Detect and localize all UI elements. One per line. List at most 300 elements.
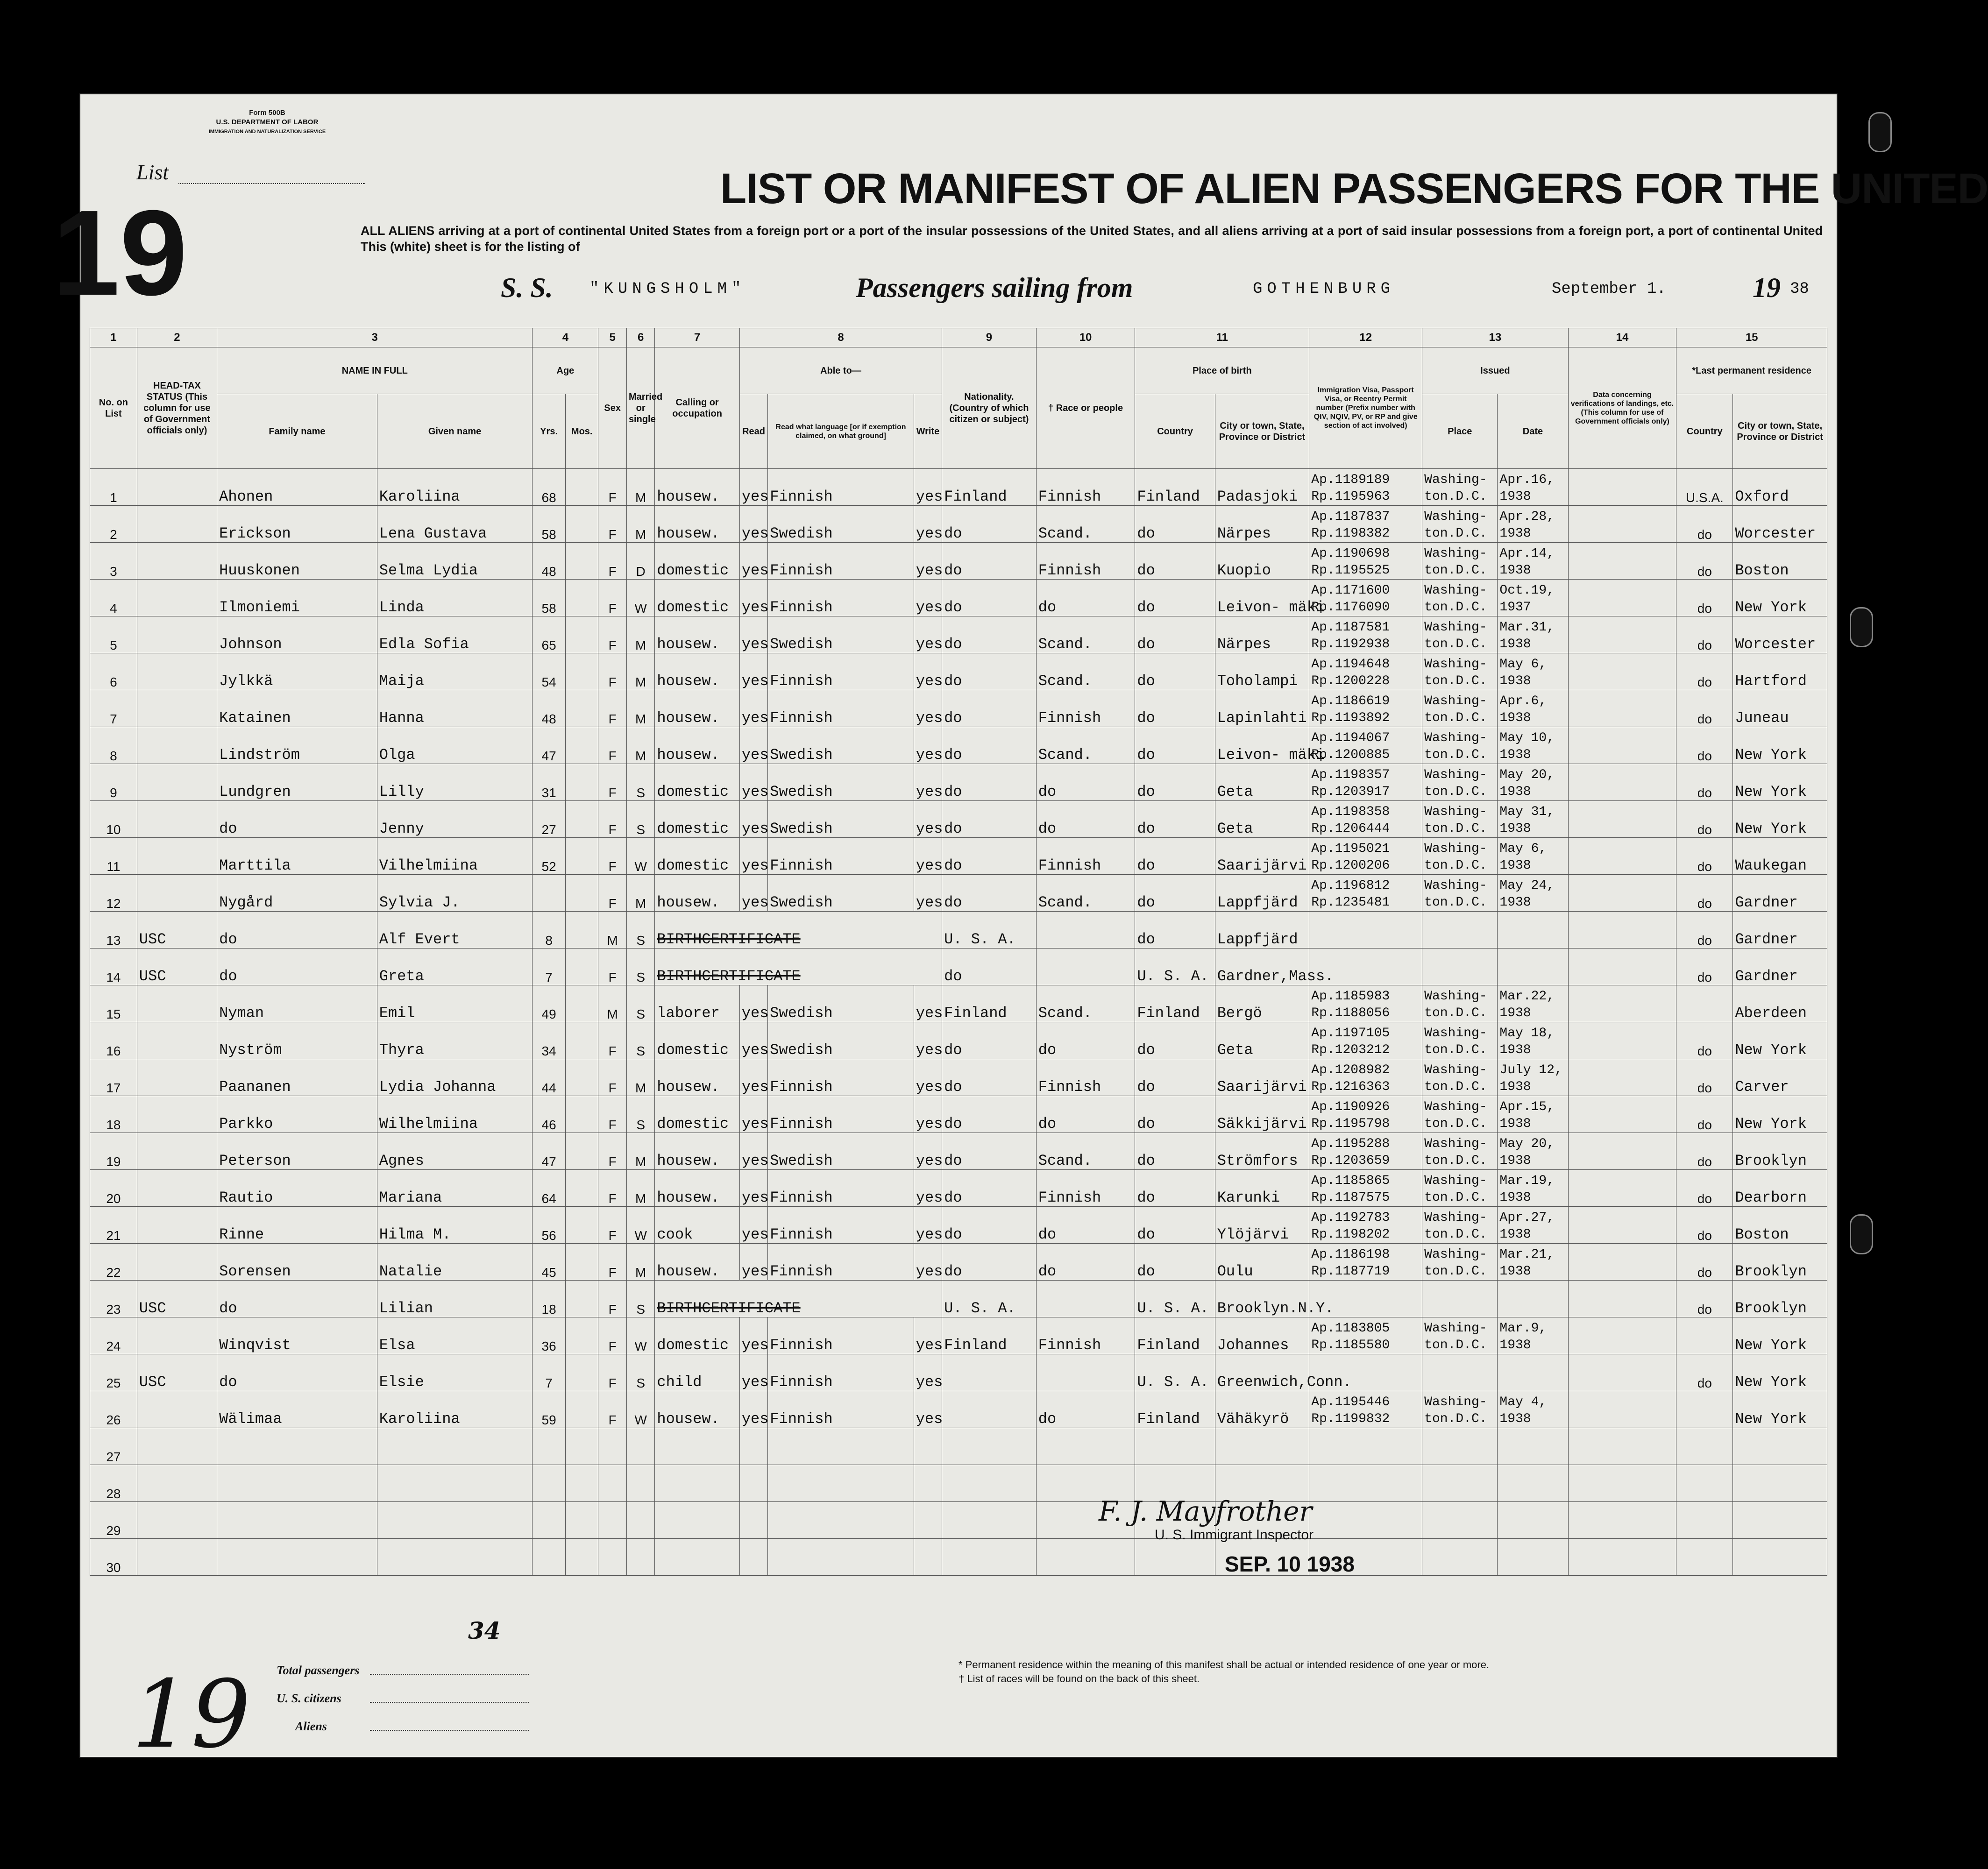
verification-cell	[1568, 506, 1676, 543]
residence-city-cell: New York	[1733, 764, 1827, 801]
write-cell: yes	[914, 875, 942, 912]
manifest-table	[90, 328, 1827, 1576]
nationality-cell	[942, 1428, 1037, 1465]
page-subtitle: ALL ALIENS arriving at a port of continental United States from a foreign port or a port of the insular possessions of the United States, and all aliens arriving at a port of said insular possessions from a foreign port, a port of continental United This (white) sheet is for the listing of	[361, 224, 1823, 254]
head-tax-cell	[137, 764, 217, 801]
visa-cell-line: Ap.1183805	[1311, 1321, 1390, 1336]
column-number-row	[90, 328, 1827, 347]
nationality-cell	[942, 1391, 1037, 1428]
family-name-cell: Sorensen	[217, 1244, 377, 1281]
race-cell: Finnish	[1036, 690, 1135, 727]
issued-date-cell	[1498, 1391, 1568, 1428]
issued-date-cell-line: May 20,	[1499, 768, 1555, 782]
head-tax-header: HEAD-TAX STATUS (This column for use of Government officials only)	[137, 347, 217, 469]
table-row	[90, 949, 1827, 985]
given-name-cell: Greta	[377, 949, 532, 985]
table-row	[90, 1428, 1827, 1465]
nationality-cell: U. S. A.	[942, 1281, 1037, 1317]
age-years-cell: 18	[532, 1281, 566, 1317]
write-cell: yes	[914, 1354, 942, 1391]
verification-cell	[1568, 949, 1676, 985]
visa-cell	[1309, 653, 1422, 690]
age-months-cell	[565, 1465, 598, 1502]
visa-cell-line: Rp.1200206	[1311, 858, 1390, 873]
visa-cell-line: Rp.1188056	[1311, 1006, 1390, 1020]
nationality-header: Nationality. (Country of which citizen or subject)	[942, 347, 1037, 469]
issued-place-cell	[1422, 875, 1498, 912]
age-months-cell	[565, 1244, 598, 1281]
table-row	[90, 1022, 1827, 1059]
birth-country-cell: do	[1135, 838, 1215, 875]
verification-cell	[1568, 1428, 1676, 1465]
nationality-cell: do	[942, 1170, 1037, 1207]
race-cell: Finnish	[1036, 469, 1135, 506]
issued-date-cell	[1498, 690, 1568, 727]
colnum: 15	[1676, 328, 1827, 347]
birth-city-cell: Säkkijärvi	[1215, 1096, 1309, 1133]
visa-cell-line: Rp.1195798	[1311, 1117, 1390, 1131]
visa-cell-line: Ap.1195446	[1311, 1395, 1390, 1409]
visa-cell-line: Rp.1206444	[1311, 821, 1390, 836]
age-months-cell	[565, 1207, 598, 1244]
issued-date-cell-line: 1938	[1499, 1043, 1531, 1057]
nationality-cell: do	[942, 580, 1037, 616]
visa-cell	[1309, 727, 1422, 764]
issued-date-cell-line: May 6,	[1499, 657, 1547, 672]
residence-country-cell: do	[1676, 764, 1733, 801]
family-name-cell: Paananen	[217, 1059, 377, 1096]
issued-place-cell	[1422, 1465, 1498, 1502]
visa-cell	[1309, 690, 1422, 727]
issued-place-cell-line: Washing-	[1424, 1026, 1487, 1041]
verification-cell	[1568, 616, 1676, 653]
language-cell: Swedish	[768, 616, 914, 653]
age-years-cell	[532, 875, 566, 912]
issued-place-cell-line: ton.D.C.	[1424, 1043, 1487, 1057]
verification-cell	[1568, 1317, 1676, 1354]
issued-place-cell	[1422, 1022, 1498, 1059]
residence-city-cell: New York	[1733, 1022, 1827, 1059]
colnum: 13	[1422, 328, 1568, 347]
age-months-cell	[565, 616, 598, 653]
sailing-date: September 1.	[1552, 280, 1666, 298]
visa-cell-line: Rp.1195963	[1311, 489, 1390, 504]
issued-date-cell	[1498, 1317, 1568, 1354]
verification-cell	[1568, 1170, 1676, 1207]
colnum: 4	[532, 328, 598, 347]
head-tax-cell	[137, 727, 217, 764]
head-tax-cell	[137, 1059, 217, 1096]
write-cell: yes	[914, 1244, 942, 1281]
issued-date-cell-line: May 18,	[1499, 1026, 1555, 1041]
residence-country-cell: do	[1676, 1096, 1733, 1133]
table-row	[90, 690, 1827, 727]
verification-cell	[1568, 1244, 1676, 1281]
issued-place-cell-line: ton.D.C.	[1424, 563, 1487, 578]
visa-cell	[1309, 1022, 1422, 1059]
issued-date-cell-line: Mar.22,	[1499, 989, 1555, 1004]
nationality-cell	[942, 1354, 1037, 1391]
language-cell: Swedish	[768, 985, 914, 1022]
visa-cell	[1309, 506, 1422, 543]
service-name: IMMIGRATION AND NATURALIZATION SERVICE	[208, 129, 326, 135]
residence-country-cell: do	[1676, 690, 1733, 727]
age-months-cell	[565, 764, 598, 801]
row-number: 2	[90, 506, 137, 543]
date-stamp: SEP. 10 1938	[1225, 1552, 1355, 1576]
given-name-cell: Sylvia J.	[377, 875, 532, 912]
race-cell	[1036, 1354, 1135, 1391]
table-row	[90, 727, 1827, 764]
nationality-cell: do	[942, 543, 1037, 580]
issued-date-cell-line: 1938	[1499, 1080, 1531, 1094]
family-name-cell	[217, 1428, 377, 1465]
read-header: Read	[739, 394, 767, 469]
age-years-cell	[532, 1502, 566, 1539]
language-cell: Swedish	[768, 506, 914, 543]
write-cell: yes	[914, 838, 942, 875]
residence-city-cell: Boston	[1733, 1207, 1827, 1244]
issued-place-cell-line: Washing-	[1424, 1174, 1487, 1188]
calling-cell: housew.	[655, 653, 739, 690]
family-name-cell: Peterson	[217, 1133, 377, 1170]
family-name-cell: Marttila	[217, 838, 377, 875]
marital-cell: W	[626, 580, 654, 616]
calling-cell: domestic	[655, 764, 739, 801]
marital-cell: M	[626, 506, 654, 543]
inspector-title: U. S. Immigrant Inspector	[1155, 1527, 1314, 1543]
race-cell: Scand.	[1036, 985, 1135, 1022]
age-months-cell	[565, 801, 598, 838]
header-group-row	[90, 347, 1827, 394]
row-number: 26	[90, 1391, 137, 1428]
birth-country-cell: U. S. A.	[1135, 949, 1215, 985]
issued-place-cell-line: Washing-	[1424, 473, 1487, 487]
write-cell: yes	[914, 1207, 942, 1244]
row-number: 12	[90, 875, 137, 912]
age-years-cell: 31	[532, 764, 566, 801]
visa-cell	[1309, 469, 1422, 506]
verification-cell	[1568, 1539, 1676, 1576]
visa-cell	[1309, 543, 1422, 580]
issued-place-cell	[1422, 653, 1498, 690]
read-cell: yes	[739, 543, 767, 580]
form-number: Form 500B	[249, 109, 285, 117]
sex-header: Sex	[598, 347, 626, 469]
able-to-header: Able to—	[739, 347, 942, 394]
nationality-cell: do	[942, 1244, 1037, 1281]
colnum: 2	[137, 328, 217, 347]
sex-cell: F	[598, 580, 626, 616]
residence-country-cell: do	[1676, 506, 1733, 543]
language-cell: Swedish	[768, 727, 914, 764]
residence-country-cell: do	[1676, 727, 1733, 764]
issued-date-cell-line: Mar.19,	[1499, 1174, 1555, 1188]
marital-cell: S	[626, 1096, 654, 1133]
visa-cell-line: Rp.1176090	[1311, 600, 1390, 615]
marital-cell: W	[626, 1207, 654, 1244]
marital-cell: M	[626, 690, 654, 727]
row-number: 9	[90, 764, 137, 801]
visa-cell-line: Ap.1187581	[1311, 620, 1390, 635]
given-name-cell: Elsie	[377, 1354, 532, 1391]
read-cell: yes	[739, 1244, 767, 1281]
read-cell: yes	[739, 1170, 767, 1207]
age-months-cell	[565, 469, 598, 506]
calling-cell: BIRTHCERTIFICATE	[655, 949, 942, 985]
issued-date-cell-line: 1938	[1499, 1264, 1531, 1279]
marital-cell: S	[626, 912, 654, 949]
issued-place-cell-line: Washing-	[1424, 731, 1487, 745]
issued-place-cell-line: ton.D.C.	[1424, 821, 1487, 836]
issued-date-cell-line: 1938	[1499, 785, 1531, 799]
verification-cell	[1568, 764, 1676, 801]
row-number: 21	[90, 1207, 137, 1244]
visa-cell-line: Ap.1189189	[1311, 473, 1390, 487]
issued-place-cell-line: ton.D.C.	[1424, 600, 1487, 615]
verification-cell	[1568, 469, 1676, 506]
calling-cell: domestic	[655, 801, 739, 838]
given-name-cell: Lilly	[377, 764, 532, 801]
table-row	[90, 985, 1827, 1022]
age-years-cell: 58	[532, 506, 566, 543]
issued-date-cell	[1498, 912, 1568, 949]
row-number: 20	[90, 1170, 137, 1207]
manifest-sheet	[52, 93, 1988, 1769]
issued-date-cell-line: 1938	[1499, 526, 1531, 541]
visa-cell	[1309, 580, 1422, 616]
sex-cell	[598, 1465, 626, 1502]
age-months-cell	[565, 1059, 598, 1096]
issued-place-cell-line: ton.D.C.	[1424, 1154, 1487, 1168]
marital-cell	[626, 1502, 654, 1539]
residence-city-cell: Worcester	[1733, 506, 1827, 543]
issued-date-cell	[1498, 653, 1568, 690]
table-row	[90, 912, 1827, 949]
no-on-list-header: No. on List	[90, 347, 137, 469]
visa-cell-line: Ap.1208982	[1311, 1063, 1390, 1077]
birth-city-cell: Leivon- mäki	[1215, 580, 1309, 616]
issued-date-cell-line: 1938	[1499, 1227, 1531, 1242]
age-months-cell	[565, 1317, 598, 1354]
issued-date-cell	[1498, 543, 1568, 580]
write-cell: yes	[914, 1133, 942, 1170]
colnum: 3	[217, 328, 532, 347]
visa-cell-line: Ap.1187837	[1311, 510, 1390, 524]
issued-date-cell	[1498, 838, 1568, 875]
residence-city-cell: New York	[1733, 580, 1827, 616]
sex-cell: F	[598, 1133, 626, 1170]
colnum: 5	[598, 328, 626, 347]
race-cell: Scand.	[1036, 727, 1135, 764]
residence-country-cell: do	[1676, 1022, 1733, 1059]
table-row	[90, 616, 1827, 653]
table-row	[90, 838, 1827, 875]
issued-date-cell-line: 1938	[1499, 858, 1531, 873]
race-header: † Race or people	[1036, 347, 1135, 469]
read-cell	[739, 1539, 767, 1576]
issued-date-cell	[1498, 1059, 1568, 1096]
calling-cell: domestic	[655, 580, 739, 616]
birth-city-cell: Vähäkyrö	[1215, 1391, 1309, 1428]
birth-country-cell: Finland	[1135, 1317, 1215, 1354]
age-months-cell	[565, 1096, 598, 1133]
row-number: 23	[90, 1281, 137, 1317]
birth-country-cell: do	[1135, 1059, 1215, 1096]
age-months-cell	[565, 1281, 598, 1317]
language-cell: Finnish	[768, 1244, 914, 1281]
read-cell: yes	[739, 1391, 767, 1428]
visa-cell	[1309, 1391, 1422, 1428]
data-verification-header: Data concerning verifications of landings, etc. (This column for use of Government officials only)	[1568, 347, 1676, 469]
calling-cell: housew.	[655, 1059, 739, 1096]
family-name-cell	[217, 1502, 377, 1539]
table-row	[90, 1539, 1827, 1576]
issued-date-cell-line: Apr.16,	[1499, 473, 1555, 487]
issued-date-cell-line: 1938	[1499, 1154, 1531, 1168]
issued-date-cell	[1498, 469, 1568, 506]
sex-cell: F	[598, 1281, 626, 1317]
head-tax-cell	[137, 653, 217, 690]
issued-place-cell	[1422, 1244, 1498, 1281]
nationality-cell: Finland	[942, 1317, 1037, 1354]
age-months-cell	[565, 543, 598, 580]
calling-cell: domestic	[655, 1317, 739, 1354]
calling-cell: domestic	[655, 543, 739, 580]
sex-cell: F	[598, 838, 626, 875]
residence-country-cell	[1676, 1428, 1733, 1465]
head-tax-cell	[137, 838, 217, 875]
language-cell: Finnish	[768, 653, 914, 690]
family-name-cell: Huuskonen	[217, 543, 377, 580]
residence-country-cell: do	[1676, 838, 1733, 875]
residence-city-cell: Waukegan	[1733, 838, 1827, 875]
birth-country-cell: do	[1135, 727, 1215, 764]
age-months-cell	[565, 580, 598, 616]
given-name-cell: Mariana	[377, 1170, 532, 1207]
visa-cell-line: Rp.1199832	[1311, 1412, 1390, 1426]
residence-country-cell: U.S.A.	[1676, 469, 1733, 506]
issued-date-cell	[1498, 1465, 1568, 1502]
issued-place-header: Place	[1422, 394, 1498, 469]
verification-cell	[1568, 1022, 1676, 1059]
issued-date-cell	[1498, 764, 1568, 801]
given-name-cell: Karoliina	[377, 469, 532, 506]
marital-cell: M	[626, 653, 654, 690]
row-number: 11	[90, 838, 137, 875]
marital-cell: M	[626, 727, 654, 764]
issued-date-cell	[1498, 1207, 1568, 1244]
issued-place-cell	[1422, 727, 1498, 764]
residence-country-cell	[1676, 985, 1733, 1022]
verification-cell	[1568, 727, 1676, 764]
visa-header: Immigration Visa, Passport Visa, or Reentry Permit number (Prefix number with QIV, NQIV, PV, or RP and give section of act involved)	[1309, 347, 1422, 469]
birth-country-cell: Finland	[1135, 985, 1215, 1022]
footer	[80, 1650, 1837, 1769]
calling-cell: laborer	[655, 985, 739, 1022]
residence-note: * Permanent residence within the meaning of this manifest shall be actual or intended residence of one year or more.	[958, 1659, 1490, 1671]
residence-city-cell	[1733, 1502, 1827, 1539]
issued-place-cell	[1422, 801, 1498, 838]
issued-date-cell-line: Apr.28,	[1499, 510, 1555, 524]
residence-city-cell: Oxford	[1733, 469, 1827, 506]
table-row	[90, 1059, 1827, 1096]
age-years-cell	[532, 1465, 566, 1502]
head-tax-cell: USC	[137, 1354, 217, 1391]
family-name-cell: Katainen	[217, 690, 377, 727]
age-years-cell: 52	[532, 838, 566, 875]
write-cell: yes	[914, 727, 942, 764]
sex-cell: F	[598, 764, 626, 801]
family-name-header: Family name	[217, 394, 377, 469]
aliens-label: Aliens	[295, 1720, 327, 1733]
issued-date-cell-line: May 31,	[1499, 805, 1555, 819]
given-name-cell: Emil	[377, 985, 532, 1022]
residence-city-cell: Gardner	[1733, 949, 1827, 985]
visa-cell	[1309, 1059, 1422, 1096]
residence-country-cell: do	[1676, 801, 1733, 838]
given-name-cell: Agnes	[377, 1133, 532, 1170]
issued-date-cell-line: July 12,	[1499, 1063, 1562, 1077]
residence-city-cell: Gardner	[1733, 912, 1827, 949]
age-years-cell: 7	[532, 949, 566, 985]
page-count: 34	[468, 1617, 501, 1644]
departure-port: GOTHENBURG	[1253, 280, 1395, 298]
issued-place-cell-line: Washing-	[1424, 1247, 1487, 1262]
age-months-cell	[565, 653, 598, 690]
head-tax-cell	[137, 875, 217, 912]
birth-country-cell: do	[1135, 801, 1215, 838]
visa-cell-line: Rp.1203212	[1311, 1043, 1390, 1057]
calling-header: Calling or occupation	[655, 347, 739, 469]
residence-city-cell: Aberdeen	[1733, 985, 1827, 1022]
birth-country-cell: do	[1135, 616, 1215, 653]
marital-cell: S	[626, 949, 654, 985]
language-cell: Finnish	[768, 1170, 914, 1207]
birth-country-cell: do	[1135, 653, 1215, 690]
marital-cell: W	[626, 1391, 654, 1428]
issued-place-cell	[1422, 1059, 1498, 1096]
yrs-header: Yrs.	[532, 394, 566, 469]
age-months-cell	[565, 506, 598, 543]
visa-cell	[1309, 1317, 1422, 1354]
visa-cell-line: Rp.1203917	[1311, 785, 1390, 799]
sex-cell: F	[598, 543, 626, 580]
birth-city-cell: Geta	[1215, 801, 1309, 838]
head-tax-cell	[137, 1022, 217, 1059]
colnum: 11	[1135, 328, 1309, 347]
residence-country-cell: do	[1676, 653, 1733, 690]
visa-cell-line: Ap.1190926	[1311, 1100, 1390, 1114]
birth-city-cell: Lappfjärd	[1215, 912, 1309, 949]
residence-country-cell	[1676, 1391, 1733, 1428]
row-number: 14	[90, 949, 137, 985]
age-years-cell: 48	[532, 543, 566, 580]
row-number: 24	[90, 1317, 137, 1354]
visa-cell	[1309, 1244, 1422, 1281]
last-residence-header: *Last permanent residence	[1676, 347, 1827, 394]
table-row	[90, 1096, 1827, 1133]
residence-city-cell: Boston	[1733, 543, 1827, 580]
footer-sheet-number: 19	[132, 1660, 251, 1769]
birth-country-cell: do	[1135, 1170, 1215, 1207]
issued-place-cell	[1422, 469, 1498, 506]
visa-cell	[1309, 1428, 1422, 1465]
issued-date-cell-line: Oct.19,	[1499, 583, 1555, 598]
age-years-cell: 34	[532, 1022, 566, 1059]
family-name-cell: Parkko	[217, 1096, 377, 1133]
language-cell	[768, 1428, 914, 1465]
